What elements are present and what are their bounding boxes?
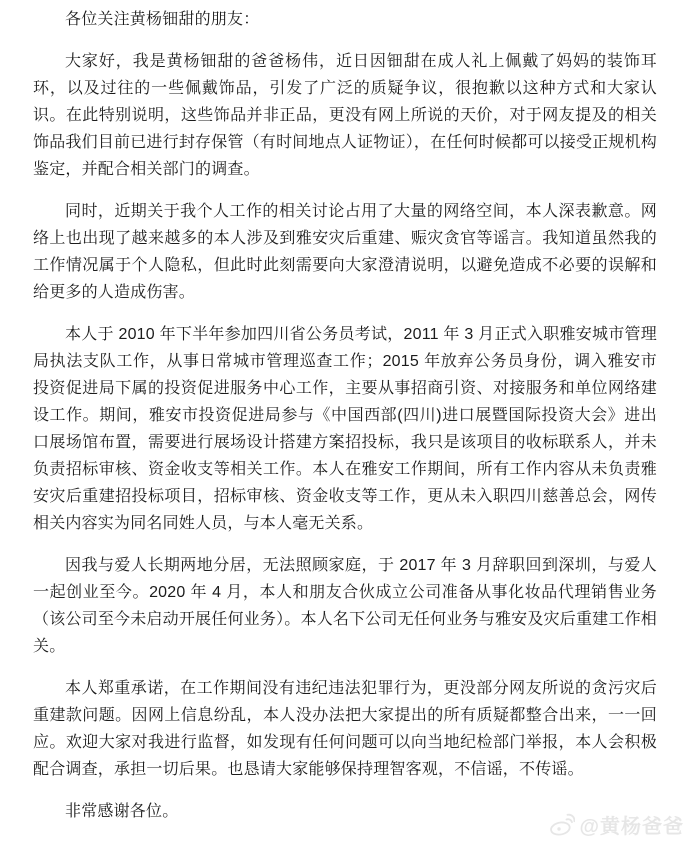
- salutation: 各位关注黄杨钿甜的朋友：: [65, 11, 260, 28]
- paragraph-pledge: 本人郑重承诺，在工作期间没有违纪违法犯罪行为，更没部分网友所说的贪污灾后重建款问题。因网上信息纷乱，本人没办法把大家提出的所有质疑都整合出来，一一回应。欢迎大家对我进行监督，如发现有任何问题可以向当地纪检部门举报，本人会积极配合调查，承担一切后果。也恳请大家能够保持理智客观，不信谣，不传谣。: [33, 680, 657, 778]
- watermark-handle: @黄杨爸爸: [579, 816, 684, 838]
- paragraph-intro-earrings: 大家好，我是黄杨钿甜的爸爸杨伟，近日因钿甜在成人礼上佩戴了妈妈的装饰耳环，以及过往的一些佩戴饰品，引发了广泛的质疑争议，很抱歉以这种方式和大家认识。在此特别说明，这些饰品并非正品，更没有网上所说的天价，对于网友提及的相关饰品我们目前已进行封存保管（有时间地点人证物证），在任何时候都可以接受正规机构鉴定，并配合相关部门的调查。: [33, 53, 657, 178]
- paragraph-apology-rumors: 同时，近期关于我个人工作的相关讨论占用了大量的网络空间，本人深表歉意。网络上也出现了越来越多的本人涉及到雅安灾后重建、赈灾贪官等谣言。我知道虽然我的工作情况属于个人隐私，但此时此刻需要向大家澄清说明，以避免造成不必要的误解和给更多的人造成伤害。: [33, 203, 657, 301]
- paragraph-thanks: 非常感谢各位。: [65, 803, 179, 820]
- weibo-icon: [549, 813, 575, 837]
- paragraph-career-history: 本人于 2010 年下半年参加四川省公务员考试，2011 年 3 月正式入职雅安城市管理局执法支队工作，从事日常城市管理巡查工作；2015 年放弃公务员身份，调入雅安市投资促进局下属的投资促进服务中心工作，主要从事招商引资、对接服务和单位网络建设工作。期间，雅安市投资促进局参与《中国西部(四川)进口展暨国际投资大会》进出口展场馆布置，需要进行展场设计搭建方案招投标，我只是该项目的收标联系人，并未负责招标审核、资金收支等相关工作。本人在雅安工作期间，所有工作内容从未负责雅安灾后重建招投标项目，招标审核、资金收支等工作，更从未入职四川慈善总会，网传相关内容实为同名同姓人员，与本人毫无关系。: [33, 326, 657, 532]
- weibo-watermark: [549, 810, 684, 839]
- paragraph-resignation-company: 因我与爱人长期两地分居，无法照顾家庭，于 2017 年 3 月辞职回到深圳，与爱人一起创业至今。2020 年 4 月，本人和朋友合伙成立公司准备从事化妆品代理销售业务（该公司至今未启动开展任何业务）。本人名下公司无任何业务与雅安及灾后重建工作相关。: [33, 557, 657, 655]
